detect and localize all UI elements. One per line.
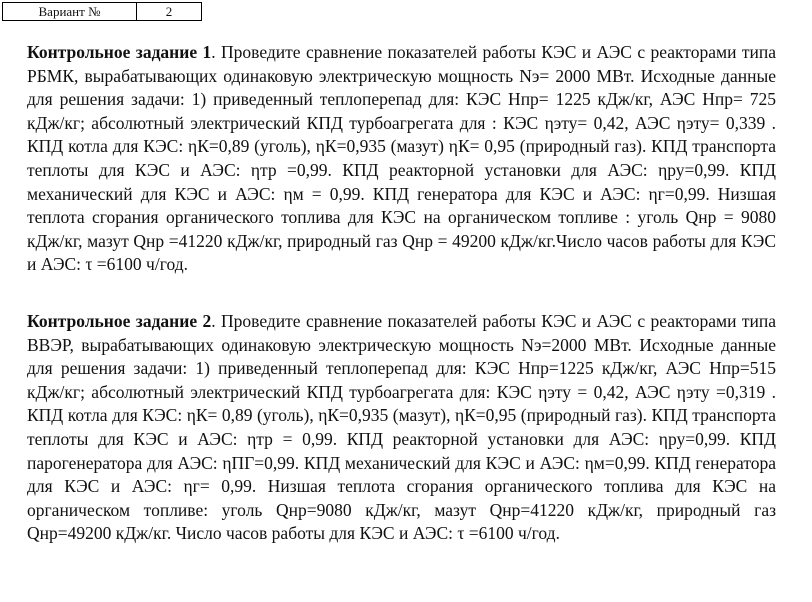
task-2 [27, 310, 776, 546]
task-2-title: Контрольное задание 2 [27, 311, 212, 331]
variant-label: Вариант № [3, 3, 137, 21]
task-1 [27, 41, 776, 277]
variant-table [2, 2, 202, 21]
variant-row [3, 3, 202, 21]
task-2-text: . Проведите сравнение показателей работы КЭС и АЭС с реакторами типа ВВЭР, вырабатывающих одинаковую электрическую мощность Nэ=2000 МВт. Исходные данные для решения задачи: 1) приведенный теплоперепад для: КЭС Hпр=1225 кДж/кг, АЭС Hпр=515 кДж/кг; абсолютный электрический КПД турбоагрегата для: КЭС ηэту = 0,42, АЭС ηэту =0,319 . КПД котла для КЭС: ηК= 0,89 (уголь), ηК=0,935 (мазут), ηК=0,95 (природный газ). КПД транспорта теплоты для КЭС и АЭС: ηтр = 0,99. КПД реакторной установки для АЭС: ηру=0,99. КПД парогенератора для АЭС: ηПГ=0,99. КПД механический для КЭС и АЭС: ηм=0,99. КПД генератора для КЭС и АЭС: ηг= 0,99. Низшая теплота сгорания органического топлива для КЭС на органическом топливе: уголь Qнр=9080 кДж/кг, мазут Qнр=41220 кДж/кг, природный газ Qнр=49200 кДж/кг. Число часов работы для КЭС и АЭС: τ =6100 ч/год. [27, 311, 776, 544]
task-1-title: Контрольное задание 1 [27, 42, 212, 62]
variant-number: 2 [137, 3, 202, 21]
task-1-text: . Проведите сравнение показателей работы КЭС и АЭС с реакторами типа РБМК, вырабатывающих одинаковую электрическую мощность Nэ= 2000 МВт. Исходные данные для решения задачи: 1) приведенный теплоперепад для: КЭС Hпр= 1225 кДж/кг, АЭС Hпр= 725 кДж/кг; абсолютный электрический КПД турбоагрегата для : КЭС ηэту= 0,42, АЭС ηэту= 0,339 . КПД котла для КЭС: ηК=0,89 (уголь), ηК=0,935 (мазут) ηК= 0,95 (природный газ). КПД транспорта теплоты для КЭС и АЭС: ηтр =0,99. КПД реакторной установки для АЭС: ηру=0,99. КПД механический для КЭС и АЭС: ηм = 0,99. КПД генератора для КЭС и АЭС: ηг=0,99. Низшая теплота сгорания органического топлива для КЭС на органическом топливе : уголь Qнр = 9080 кДж/кг, мазут Qнр =41220 кДж/кг, природный газ Qнр = 49200 кДж/кг.Число часов работы для КЭС и АЭС: τ =6100 ч/год. [27, 42, 776, 275]
